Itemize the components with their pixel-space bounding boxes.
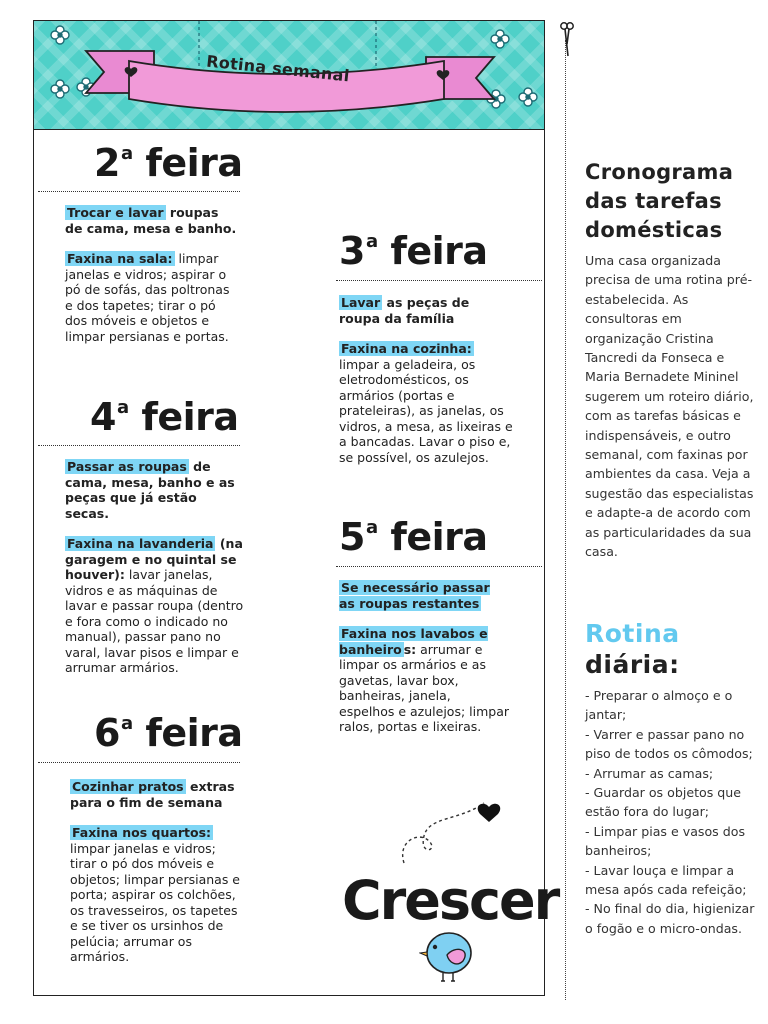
logo-flight-path	[399, 781, 509, 875]
thursday-tasks: Se necessário passar as roupas restantes Faxina nos lavabos e banheiro s: arrumar e limpar os armários e as gavetas, lavar box, banheiras, janela, espelhos e azulejos; limpar ralos, portas e lixeiras.	[339, 580, 510, 734]
wednesday-tasks: Passar as roupas de cama, mesa, banho e as peças que já estão secas. Faxina na lavanderia (na garagem e no quintal se houver): lavar janelas, vidros e as máquinas de lavar e passar roupa (dentro e fora como o indicado no manual), passar pano no varal, lavar pisos e limpar e arrumar armários.	[65, 459, 244, 675]
divider	[38, 762, 240, 763]
weekly-routine-card	[33, 20, 559, 996]
day-heading-monday: 2$^a$ feira	[94, 141, 243, 185]
cut-line	[565, 40, 566, 1000]
divider	[38, 191, 240, 192]
list-item: - No final do dia, higienizar o fogão e o micro-ondas.	[585, 901, 755, 936]
list-item: - Guardar os objetos que estão fora do lugar;	[585, 785, 742, 820]
daily-routine-subheading: diária:	[585, 650, 680, 679]
divider	[38, 445, 240, 446]
list-item: - Limpar pias e vasos dos banheiros;	[585, 823, 746, 859]
daily-routine-heading: Rotina	[585, 619, 680, 648]
list-item: - Arrumar as camas;	[585, 765, 714, 781]
bird-icon	[419, 927, 479, 991]
banner-title: Rotina semanal	[205, 51, 351, 86]
list-item: - Varrer e passar pano no piso de todos os cômodos;	[585, 726, 753, 762]
sidebar-intro: Uma casa organizada precisa de uma rotina pré-estabelecida. As consultoras em organização Cristina Tancredi da Fonseca e Maria Bernadete Mininel sugerem um roteiro diário, com as tarefas básicas e indispensáveis, e outro semanal, com faxinas por ambientes da casa. Veja a sugestão das especialistas e adapte-a de acordo com as particularidades da sua casa.	[585, 253, 754, 560]
friday-tasks: Cozinhar pratos extras para o fim de semana Faxina nos quartos: limpar janelas e vidros; tirar o pó dos móveis e objetos; limpar persianas e porta; aspirar os colchões, os travesseiros, os tapetes e se tiver os ursinhos de pelúcia; arrumar os armários.	[70, 779, 240, 964]
day-heading-wednesday: 4$^a$ feira	[90, 395, 239, 439]
crescer-logo: Crescer	[342, 869, 559, 932]
day-heading-friday: 6$^a$ feira	[94, 711, 243, 755]
list-item: - Preparar o almoço e o jantar;	[585, 688, 733, 723]
banner	[34, 21, 544, 130]
divider	[336, 280, 542, 281]
heart-icon	[478, 804, 501, 822]
monday-tasks: Trocar e lavar roupas de cama, mesa e banho. Faxina na sala: limpar janelas e vidros; aspirar o pó de sofás, das poltronas e dos tapetes; tirar o pó dos móveis e objetos e limpar persianas e portas.	[65, 205, 237, 344]
divider	[336, 566, 542, 567]
day-heading-tuesday: 3$^a$ feira	[339, 229, 488, 273]
day-heading-thursday: 5$^a$ feira	[339, 515, 488, 559]
sidebar-title: Cronograma das tarefas domésticas	[585, 160, 734, 242]
scissors-icon	[559, 20, 575, 64]
list-item: - Lavar louça e limpar a mesa após cada refeição;	[585, 862, 747, 898]
tuesday-tasks: Lavar as peças de roupa da família Faxina na cozinha: limpar a geladeira, os eletrodomésticos, os armários (portas e prateleiras), as janelas, os vidros, a mesa, as lixeiras e a bancadas. Lavar o piso e, se possível, os azulejos.	[339, 295, 513, 465]
daily-routine-list	[585, 686, 755, 938]
